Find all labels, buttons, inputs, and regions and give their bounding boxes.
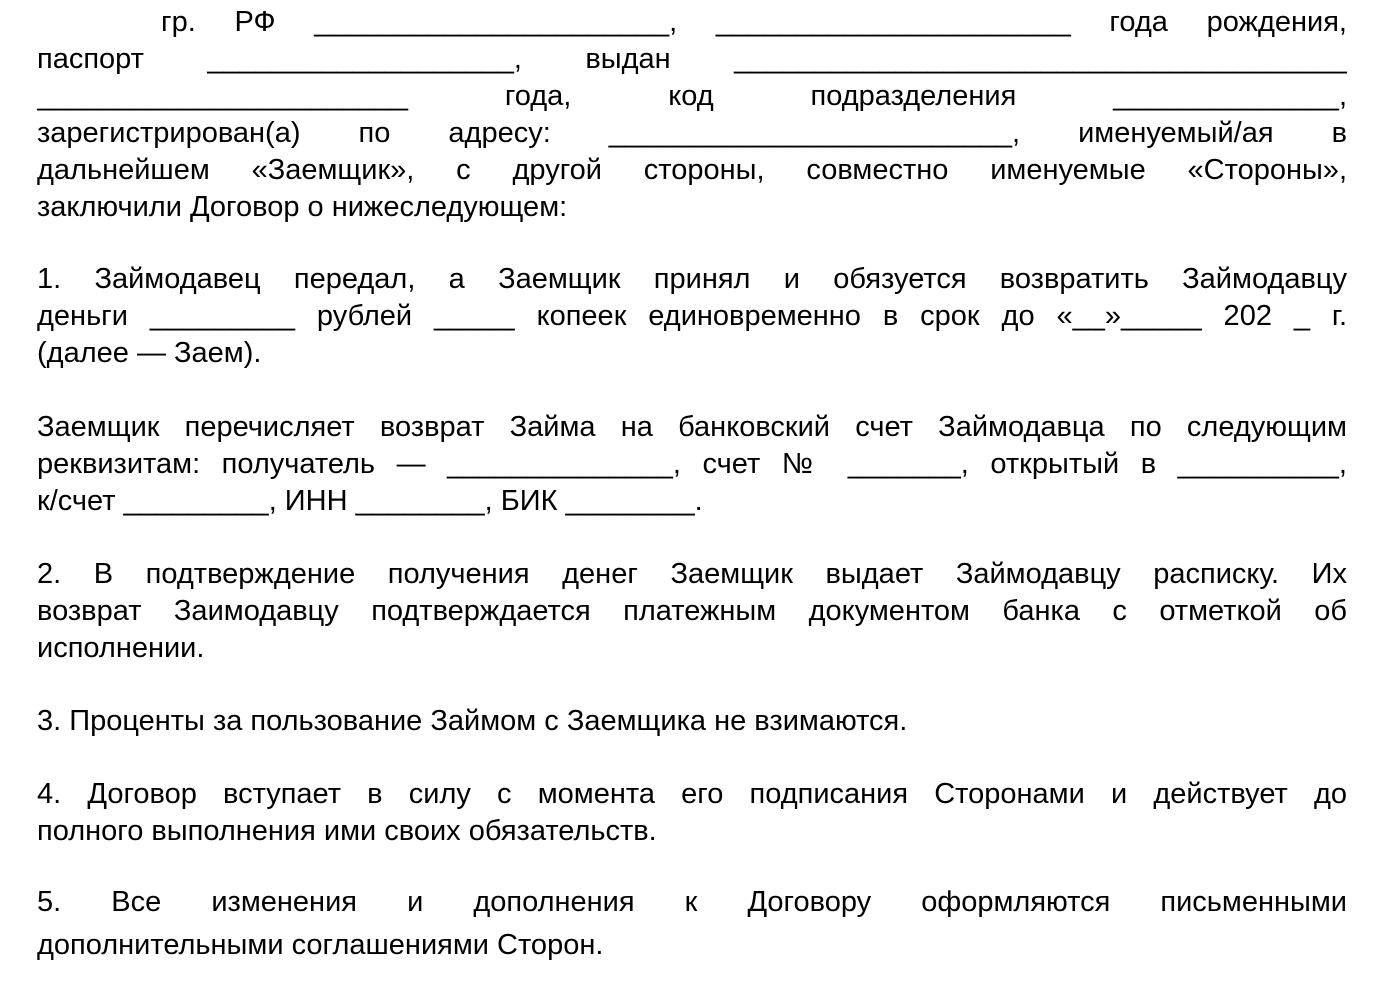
- clause-3-paragraph: [37, 703, 1347, 740]
- intro-line-1: гр. РФ ______________________, ______________________ года рождения,: [161, 6, 1347, 38]
- intro-line-5: дальнейшем «Заемщик», с другой стороны, совместно именуемые «Стороны»,: [37, 154, 1347, 186]
- intro-line-6: заключили Договор о нижеследующем:: [37, 191, 568, 223]
- clause-1-payment-line-2: реквизитам: получатель — ______________, счет № _______, открытый в __________,: [37, 448, 1347, 480]
- clause-2-paragraph: [37, 556, 1347, 667]
- clause-3-line-1: 3. Проценты за пользование Займом с Заемщика не взимаются.: [37, 705, 908, 737]
- intro-paragraph: [37, 4, 1347, 226]
- clause-2-line-1: 2. В подтверждение получения денег Заемщик выдает Займодавцу расписку. Их: [37, 558, 1347, 590]
- clause-4-line-2: полного выполнения ими своих обязательств.: [37, 815, 657, 847]
- clause-1-payment-paragraph: [37, 409, 1347, 520]
- clause-1-line-2: деньги _________ рублей _____ копеек единовременно в срок до «__»_____ 202 _ г.: [37, 300, 1347, 332]
- clause-4-paragraph: [37, 776, 1347, 850]
- intro-line-3: _______________________ года, код подразделения ______________,: [37, 80, 1347, 112]
- clause-2-line-2: возврат Заимодавцу подтверждается платежным документом банка с отметкой об: [37, 595, 1347, 627]
- intro-line-4: зарегистрирован(а) по адресу: _________________________, именуемый/ая в: [37, 117, 1347, 149]
- clause-4-line-1: 4. Договор вступает в силу с момента его подписания Сторонами и действует до: [37, 778, 1347, 810]
- clause-2-line-3: исполнении.: [37, 632, 205, 664]
- clause-1-line-3: (далее — Заем).: [37, 337, 262, 369]
- clause-1-line-1: 1. Займодавец передал, а Заемщик принял и обязуется возвратить Займодавцу: [37, 263, 1347, 295]
- intro-line-2: паспорт ___________________, выдан ______________________________________: [37, 43, 1347, 75]
- clause-5-line-2: дополнительными соглашениями Сторон.: [37, 929, 604, 961]
- clause-5-paragraph: [37, 881, 1347, 967]
- clause-5-line-1: 5. Все изменения и дополнения к Договору оформляются письменными: [37, 886, 1347, 918]
- document-page: [37, 0, 1347, 1005]
- clause-1-paragraph: [37, 261, 1347, 372]
- clause-1-payment-line-3: к/счет _________, ИНН ________, БИК ________.: [37, 485, 703, 517]
- clause-1-payment-line-1: Заемщик перечисляет возврат Займа на банковский счет Займодавца по следующим: [37, 411, 1347, 443]
